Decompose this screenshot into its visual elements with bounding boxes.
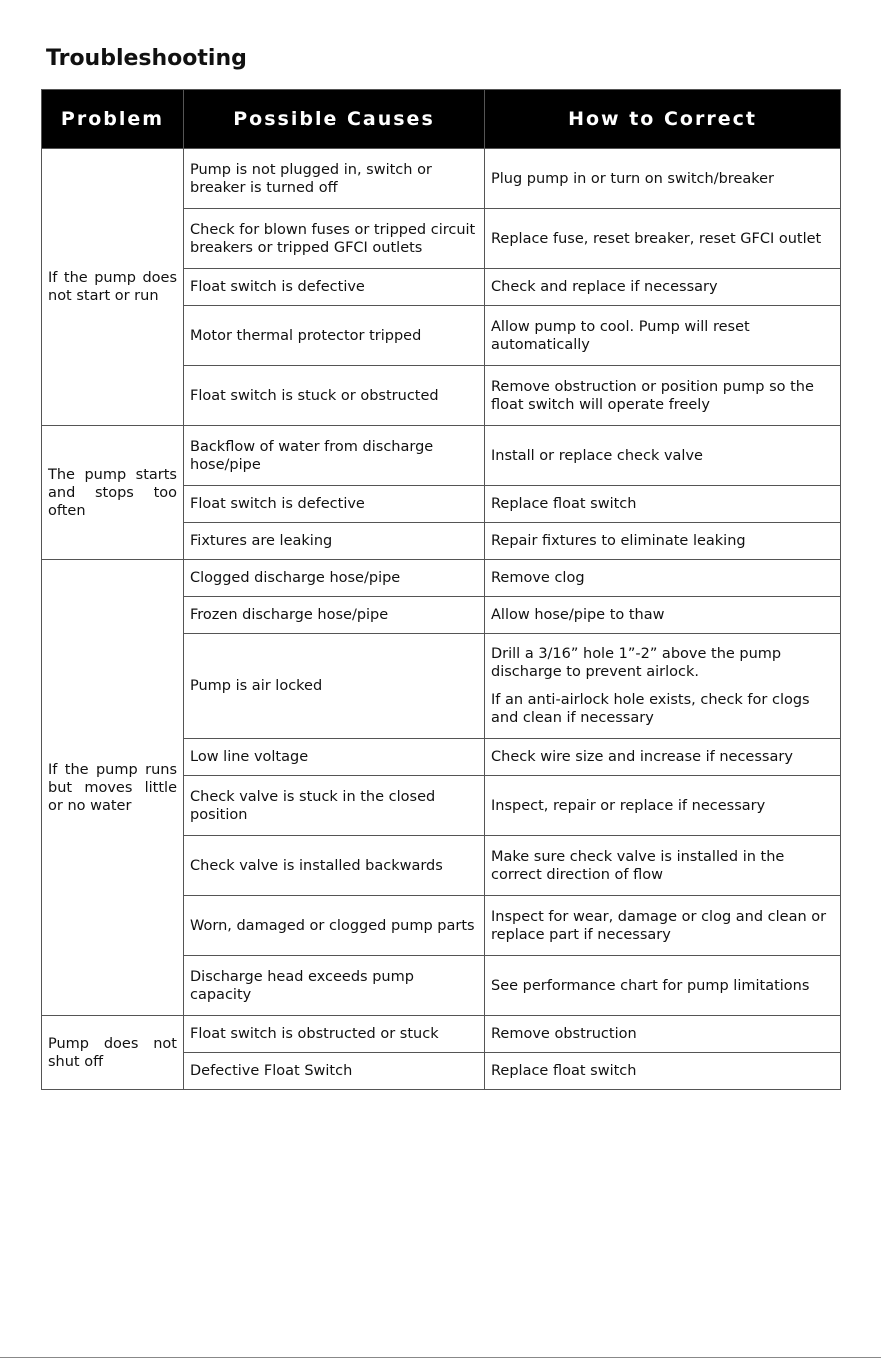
fix-cell: Remove obstruction [485,1016,841,1053]
cause-cell: Float switch is defective [184,486,485,523]
fix-paragraph: Drill a 3/16” hole 1”-2” above the pump discharge to prevent airlock. [491,646,782,680]
cause-cell: Defective Float Switch [184,1053,485,1090]
table-row [42,149,841,209]
fix-cell: Inspect, repair or replace if necessary [485,776,841,836]
cause-cell: Float switch is stuck or obstructed [184,366,485,426]
cause-cell: Float switch is defective [184,269,485,306]
cause-cell: Check valve is installed backwards [184,836,485,896]
problem-cell: If the pump does not start or run [42,149,184,426]
header-possible-causes: Possible Causes [184,90,485,149]
problem-cell: The pump starts and stops too often [42,426,184,560]
cause-cell: Motor thermal protector tripped [184,306,485,366]
fix-cell: Replace float switch [485,1053,841,1090]
fix-cell: Install or replace check valve [485,426,841,486]
cause-cell: Fixtures are leaking [184,523,485,560]
table-header-row [42,90,841,149]
fix-cell: Inspect for wear, damage or clog and clean or replace part if necessary [485,896,841,956]
page-bottom-rule [0,1357,881,1358]
fix-cell: Check and replace if necessary [485,269,841,306]
cause-cell: Pump is not plugged in, switch or breaker is turned off [184,149,485,209]
fix-cell: Plug pump in or turn on switch/breaker [485,149,841,209]
cause-cell: Float switch is obstructed or stuck [184,1016,485,1053]
cause-cell: Frozen discharge hose/pipe [184,597,485,634]
cause-cell: Worn, damaged or clogged pump parts [184,896,485,956]
problem-cell: If the pump runs but moves little or no water [42,560,184,1016]
header-problem: Problem [42,90,184,149]
fix-cell: Replace fuse, reset breaker, reset GFCI outlet [485,209,841,269]
table-row [42,560,841,597]
cause-cell: Pump is air locked [184,634,485,739]
table-row [42,1016,841,1053]
troubleshooting-table [41,89,841,1090]
fix-paragraph: If an anti-airlock hole exists, check for clogs and clean if necessary [491,692,810,726]
cause-cell: Clogged discharge hose/pipe [184,560,485,597]
fix-cell: Make sure check valve is installed in the correct direction of flow [485,836,841,896]
cause-cell: Discharge head exceeds pump capacity [184,956,485,1016]
table-row [42,426,841,486]
cause-cell: Check for blown fuses or tripped circuit breakers or tripped GFCI outlets [184,209,485,269]
fix-cell: Repair fixtures to eliminate leaking [485,523,841,560]
cause-cell: Backflow of water from discharge hose/pipe [184,426,485,486]
problem-cell: Pump does not shut off [42,1016,184,1090]
fix-cell: Replace float switch [485,486,841,523]
cause-cell: Low line voltage [184,739,485,776]
fix-cell: Remove clog [485,560,841,597]
cause-cell: Check valve is stuck in the closed position [184,776,485,836]
fix-cell: Check wire size and increase if necessary [485,739,841,776]
fix-cell: Allow hose/pipe to thaw [485,597,841,634]
fix-cell: See performance chart for pump limitations [485,956,841,1016]
fix-cell: Remove obstruction or position pump so the float switch will operate freely [485,366,841,426]
header-how-to-correct: How to Correct [485,90,841,149]
fix-cell: Allow pump to cool. Pump will reset automatically [485,306,841,366]
fix-cell [485,634,841,739]
page-title: Troubleshooting [46,46,247,71]
